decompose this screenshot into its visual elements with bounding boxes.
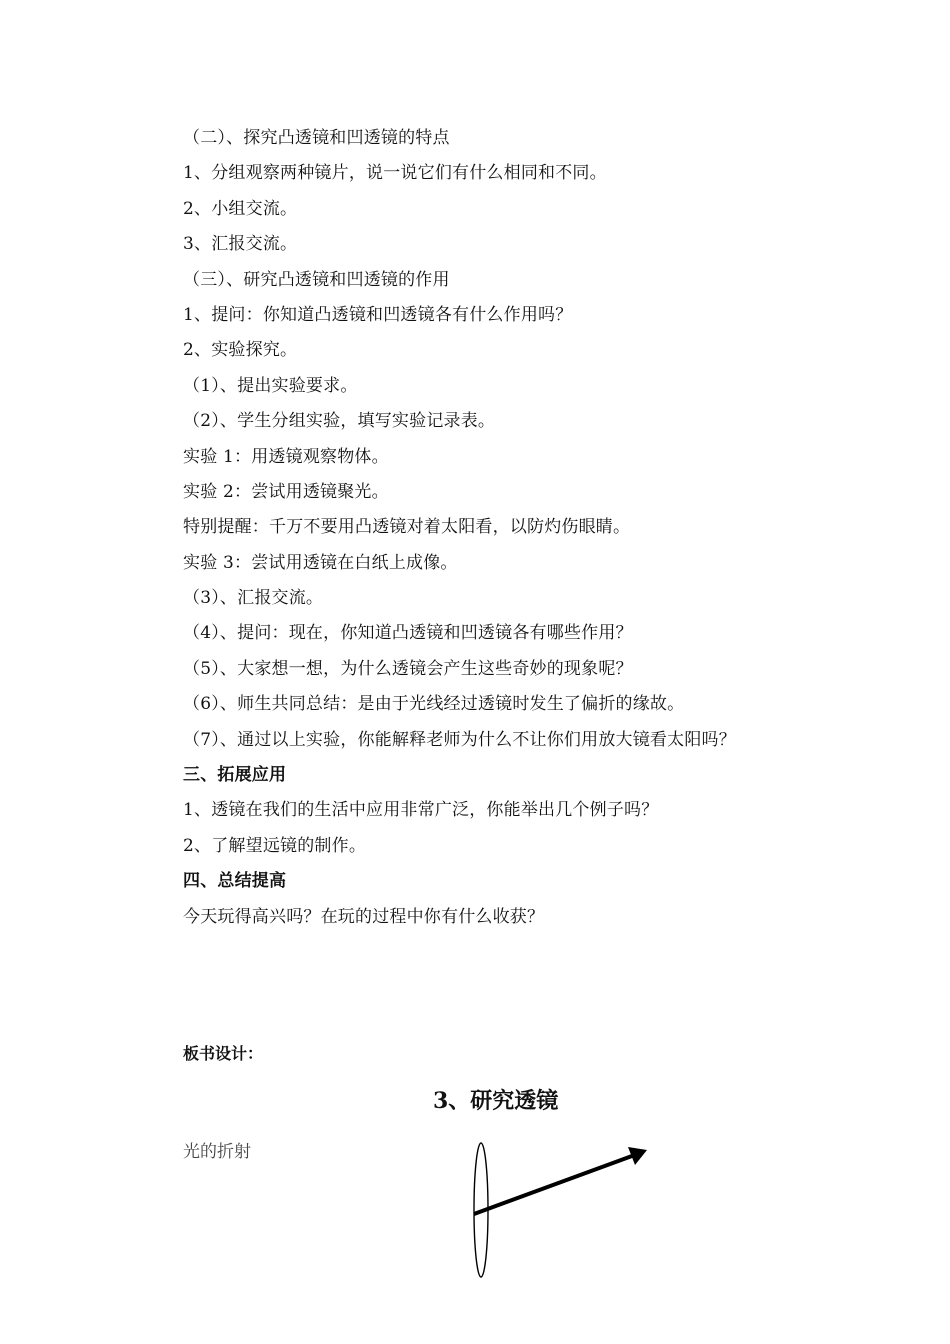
part-3-item-1: 1、透镜在我们的生活中应用非常广泛，你能举出几个例子吗？ (183, 800, 659, 821)
section-3-item-10: （4）、提问：现在，你知道凸透镜和凹透镜各有哪些作用？ (183, 623, 633, 644)
board-design-label: 光的折射 (183, 1142, 251, 1162)
part-3-heading: 三、拓展应用 (183, 765, 287, 786)
section-3-item-12: （6）、师生共同总结：是由于光线经过透镜时发生了偏折的缘故。 (183, 694, 685, 715)
light-ray-line (474, 1156, 632, 1214)
convex-lens-with-light-ray-icon (460, 1138, 660, 1288)
section-2-item-2: 2、小组交流。 (183, 198, 298, 219)
section-3-item-11: （5）、大家想一想，为什么透镜会产生这些奇妙的现象呢？ (183, 658, 633, 679)
lesson-body (183, 124, 863, 938)
section-3-item-2: 2、实验探究。 (183, 340, 298, 361)
section-3-item-5: 实验 1：用透镜观察物体。 (183, 446, 389, 467)
section-3-item-6: 实验 2：尝试用透镜聚光。 (183, 481, 389, 502)
section-2-item-1: 1、分组观察两种镜片，说一说它们有什么相同和不同。 (183, 163, 607, 184)
section-3-item-4: （2）、学生分组实验，填写实验记录表。 (183, 411, 496, 432)
section-3-item-1: 1、提问：你知道凸透镜和凹透镜各有什么作用吗？ (183, 304, 573, 325)
section-3-heading: （三）、研究凸透镜和凹透镜的作用 (183, 269, 450, 290)
section-3-item-3: （1）、提出实验要求。 (183, 375, 358, 396)
part-4-item-1: 今天玩得高兴吗？在玩的过程中你有什么收获？ (183, 906, 545, 927)
board-design-heading: 板书设计： (183, 1044, 264, 1063)
board-design-title: 3、研究透镜 (433, 1088, 559, 1114)
section-2-item-3: 3、汇报交流。 (183, 234, 298, 255)
part-4-heading: 四、总结提高 (183, 871, 287, 892)
section-3-item-7: 特别提醒：千万不要用凸透镜对着太阳看，以防灼伤眼睛。 (183, 517, 631, 538)
section-2-heading: （二）、探究凸透镜和凹透镜的特点 (183, 128, 450, 148)
section-3-item-9: （3）、汇报交流。 (183, 588, 324, 609)
section-3-item-13: （7）、通过以上实验，你能解释老师为什么不让你们用放大镜看太阳吗？ (183, 729, 736, 750)
part-3-item-2: 2、了解望远镜的制作。 (183, 835, 367, 856)
section-3-item-8: 实验 3：尝试用透镜在白纸上成像。 (183, 552, 458, 573)
